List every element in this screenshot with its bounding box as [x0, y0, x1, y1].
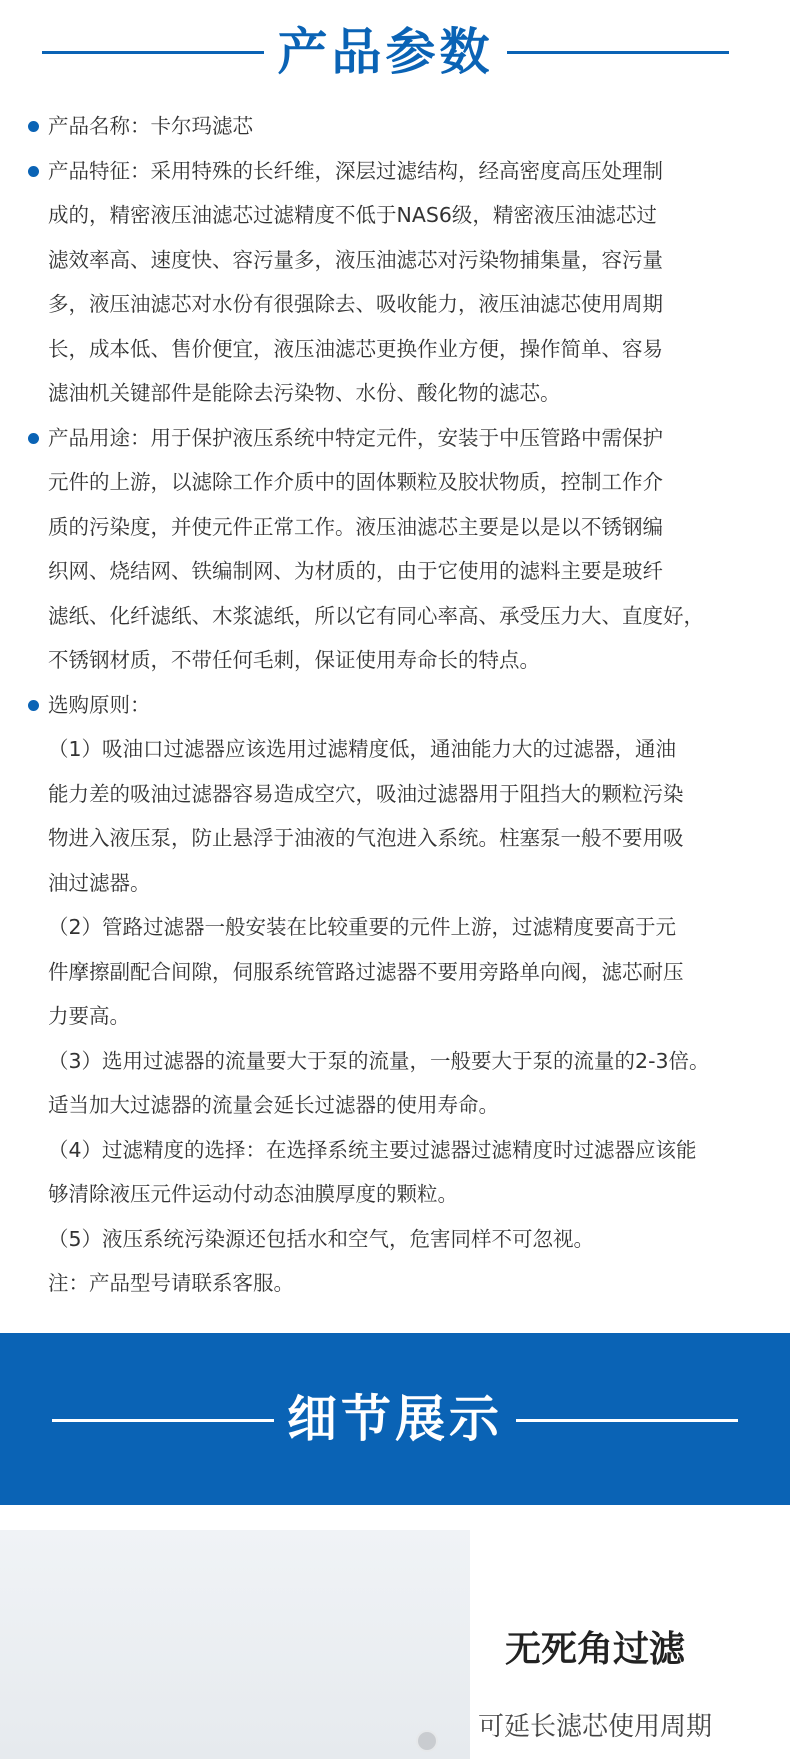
params-title: 产品参数 [277, 23, 494, 81]
bullet-dot-icon [28, 433, 39, 444]
selection-heading-item [22, 683, 782, 728]
filter-product-photo [0, 1530, 470, 1759]
product-features-item [22, 149, 782, 416]
feature-subtitle: 可延长滤芯使用周期 [477, 1712, 712, 1742]
bullet-dot-icon [28, 700, 39, 711]
features-line: 多，液压油滤芯对水份有很强除去、吸收能力，液压油滤芯使用周期 [48, 292, 663, 316]
features-line: 产品特征：采用特殊的长纤维，深层过滤结构，经高密度高压处理制 [48, 158, 663, 183]
selection-heading: 选购原则： [48, 692, 151, 717]
circle-marker-icon [416, 1730, 438, 1752]
product-name-item [22, 104, 782, 149]
principle-line: 力要高。 [48, 1004, 130, 1028]
principle-line: （1）吸油口过滤器应该选用过滤精度低，通油能力大的过滤器，通油 [48, 737, 677, 761]
params-content [22, 104, 782, 1306]
details-banner [0, 1333, 790, 1505]
features-line: 长，成本低、售价便宜，液压油滤芯更换作业方便，操作简单、容易 [48, 336, 663, 361]
principle-line: （2）管路过滤器一般安装在比较重要的元件上游，过滤精度要高于元 [48, 915, 677, 939]
usage-line: 元件的上游，以滤除工作介质中的固体颗粒及胶状物质，控制工作介 [48, 470, 663, 494]
principle-line: 适当加大过滤器的流量会延长过滤器的使用寿命。 [48, 1093, 499, 1117]
principle-line: 物进入液压泵，防止悬浮于油液的气泡进入系统。柱塞泵一般不要用吸 [48, 826, 684, 850]
principle-line: 件摩擦副配合间隙，伺服系统管路过滤器不要用旁路单向阀，滤芯耐压 [48, 959, 684, 984]
product-usage-item [22, 416, 782, 683]
features-line: 成的，精密液压油滤芯过滤精度不低于NAS6级，精密液压油滤芯过 [48, 203, 657, 227]
principle-line: （4）过滤精度的选择：在选择系统主要过滤器过滤精度时过滤器应该能 [48, 1137, 697, 1162]
usage-line: 织网、烧结网、铁编制网、为材质的，由于它使用的滤料主要是玻纤 [48, 559, 663, 583]
feature-title: 无死角过滤 [504, 1629, 685, 1670]
bullet-dot-icon [28, 121, 39, 132]
detail-section [0, 1505, 790, 1759]
header-divider-right [507, 51, 729, 54]
principle-1 [22, 727, 782, 905]
features-line: 滤油机关键部件是能除去污染物、水份、酸化物的滤芯。 [48, 381, 561, 405]
header-divider-left [42, 51, 264, 54]
note-text: 注：产品型号请联系客服。 [48, 1271, 294, 1295]
principle-line: 油过滤器。 [48, 870, 151, 895]
principle-2 [22, 905, 782, 1039]
product-name-text: 产品名称：卡尔玛滤芯 [48, 114, 253, 138]
usage-line: 不锈钢材质，不带任何毛刺，保证使用寿命长的特点。 [48, 648, 540, 672]
note [22, 1261, 782, 1306]
principle-3 [22, 1039, 782, 1128]
principle-line: （3）选用过滤器的流量要大于泵的流量，一般要大于泵的流量的2-3倍。 [48, 1048, 710, 1073]
principle-line: 能力差的吸油过滤器容易造成空穴，吸油过滤器用于阻挡大的颗粒污染 [48, 781, 684, 806]
principle-4 [22, 1128, 782, 1217]
principle-line: 够清除液压元件运动付动态油膜厚度的颗粒。 [48, 1182, 458, 1206]
details-title: 细节展示 [287, 1390, 503, 1448]
usage-line: 产品用途：用于保护液压系统中特定元件，安装于中压管路中需保护 [48, 425, 663, 450]
bullet-dot-icon [28, 166, 39, 177]
usage-line: 质的污染度，并使元件正常工作。液压油滤芯主要是以是以不锈钢编 [48, 514, 663, 539]
features-line: 滤效率高、速度快、容污量多，液压油滤芯对污染物捕集量，容污量 [48, 247, 663, 272]
principle-5 [22, 1217, 782, 1262]
params-header [0, 0, 790, 110]
usage-line: 滤纸、化纤滤纸、木浆滤纸，所以它有同心率高、承受压力大、直度好， [48, 603, 704, 628]
banner-divider-right [516, 1419, 738, 1422]
banner-divider-left [52, 1419, 274, 1422]
principle-line: （5）液压系统污染源还包括水和空气，危害同样不可忽视。 [48, 1226, 595, 1251]
